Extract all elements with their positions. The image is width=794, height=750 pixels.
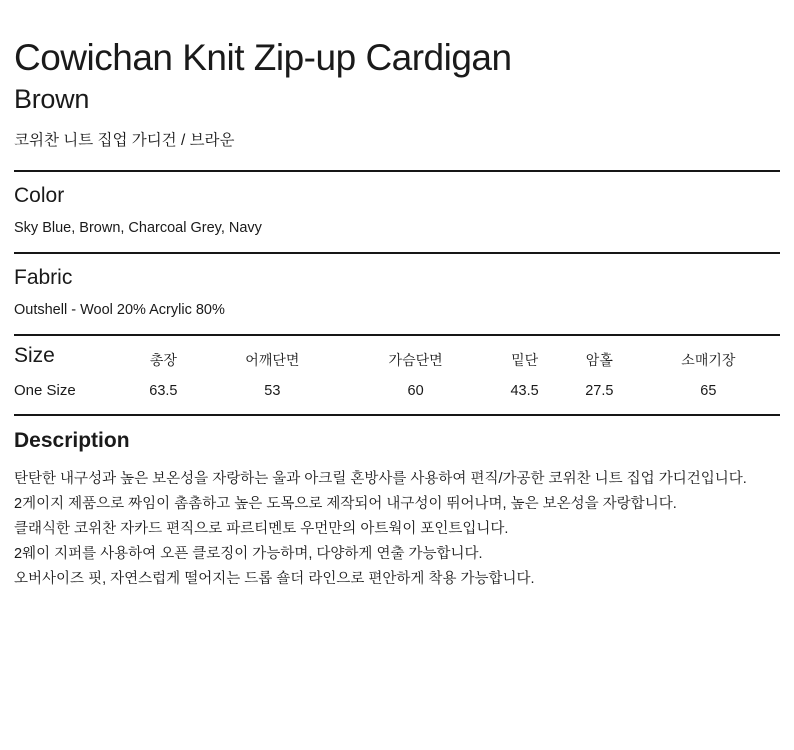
divider-above-color (14, 170, 780, 172)
section-fabric (14, 265, 780, 321)
divider-above-fabric (14, 252, 780, 254)
size-cell: 27.5 (585, 383, 614, 399)
page-title-colorway: Brown (14, 84, 90, 114)
description-line: 오버사이즈 핏, 자연스럽게 떨어지는 드롭 숄더 라인으로 편안하게 착용 가능합니다. (14, 571, 535, 587)
description-line: 탄탄한 내구성과 높은 보온성을 자랑하는 울과 아크릴 혼방사를 사용하여 편직/가공한 코위찬 니트 집업 가디건입니다. (14, 471, 747, 487)
page-title: Cowichan Knit Zip-up Cardigan (14, 37, 512, 78)
section-size (14, 342, 780, 412)
description-line: 클래식한 코위찬 자카드 편직으로 파르티멘토 우먼만의 아트웍이 포인트입니다. (14, 521, 509, 537)
description-line: 2게이지 제품으로 짜임이 촘촘하고 높은 도목으로 제작되어 내구성이 뛰어나며, 높은 보온성을 자랑합니다. (14, 496, 677, 512)
page-title-korean: 코위찬 니트 집업 가디건 / 브라운 (14, 132, 235, 149)
product-title-block (14, 36, 780, 152)
fabric-value: Outshell - Wool 20% Acrylic 80% (14, 302, 225, 318)
description-line: 2웨이 지퍼를 사용하여 오픈 클로징이 가능하며, 다양하게 연출 가능합니다. (14, 546, 483, 562)
color-heading: Color (14, 184, 65, 207)
size-cell: 43.5 (510, 383, 539, 399)
fabric-heading: Fabric (14, 266, 73, 289)
size-heading: Size (14, 344, 55, 367)
size-table-header-row (14, 342, 780, 376)
description-heading: Description (14, 429, 130, 452)
size-column-header: 총장 (149, 352, 177, 368)
description-body (14, 467, 780, 592)
size-cell: 60 (407, 383, 424, 399)
size-cell: 63.5 (149, 383, 178, 399)
section-description (14, 428, 780, 592)
size-cell: 53 (264, 383, 281, 399)
size-column-header: 암홀 (585, 352, 613, 368)
size-table (14, 342, 780, 412)
size-column-header: 밑단 (511, 352, 539, 368)
divider-above-size (14, 334, 780, 336)
color-value: Sky Blue, Brown, Charcoal Grey, Navy (14, 220, 262, 236)
size-column-header: 어깨단면 (245, 352, 300, 368)
size-column-header: 소매기장 (681, 352, 736, 368)
size-column-header: 가슴단면 (388, 352, 443, 368)
divider-above-description (14, 414, 780, 416)
size-cell: 65 (700, 383, 717, 399)
section-color (14, 183, 780, 239)
table-row (14, 376, 780, 412)
size-row-label: One Size (14, 382, 76, 399)
